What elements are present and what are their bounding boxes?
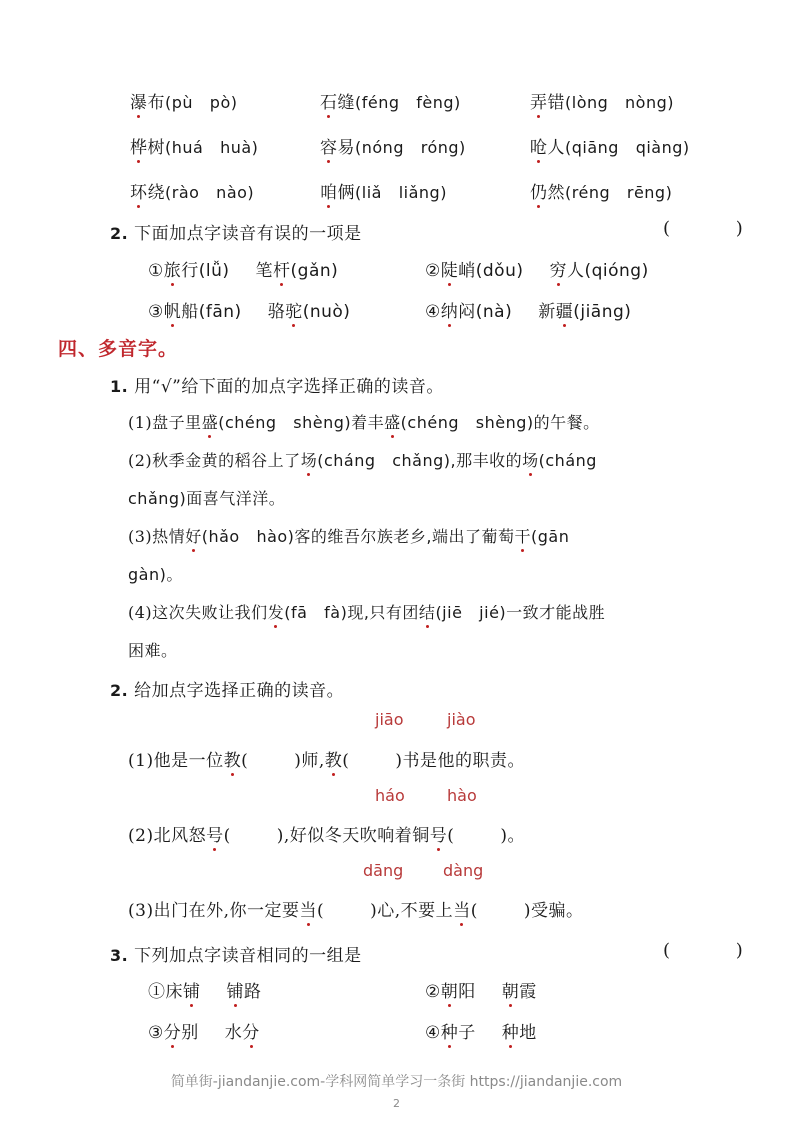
dotted-character: 种 [502,1018,520,1043]
item-label: (4) [128,603,153,622]
open-paren: ( [342,751,350,771]
q1-item-1[interactable] [128,410,600,433]
pinyin-choices: (huá huà) [165,138,259,157]
sentence-part: gàn)。 [128,565,183,584]
question-number: 2. [110,224,129,243]
word-pre: 水 [224,1023,243,1043]
word-rest: 行 [181,261,199,281]
dotted-character: 桦 [130,133,148,158]
sentence-part: )书是他的职责。 [395,751,526,771]
sentence-part: 他是一位 [153,751,224,771]
sentence-part: (gān [531,527,570,546]
word-rest: 闷 [458,302,476,322]
word-choice-item[interactable] [130,133,258,158]
dotted-character: 驼 [285,297,303,322]
option-marker: ④ [425,1023,441,1043]
pinyin-choices: (féng fèng) [355,93,461,112]
page-number: 2 [393,1097,400,1110]
dotted-character: 号 [430,821,448,846]
q2-item-2[interactable] [128,821,525,846]
section-four-q1-prompt [110,372,444,397]
word-rest: 绕 [147,183,165,203]
q3-option-2[interactable] [425,977,537,1002]
open-paren: ( [223,826,231,846]
word-pre: 床 [165,982,183,1002]
word-rest: 然 [547,183,565,203]
word-rest: 缝 [337,93,355,113]
item-label: (2) [128,826,154,846]
answer-blank-parentheses[interactable]: ( ) [663,940,773,961]
option-2[interactable] [425,256,649,281]
q1-item-4-continuation [128,638,178,661]
question-text: 下列加点字读音相同的一组是 [134,946,362,966]
sentence-part: 盘子里 [152,413,202,432]
answer-pinyin-2b[interactable]: hào [447,786,477,805]
answer-pinyin-2a[interactable]: háo [375,786,405,805]
pinyin: (dǒu) [475,261,524,281]
pinyin: (nuò) [302,302,351,322]
pinyin-choices: (rào nào) [165,183,255,202]
dotted-character: 旅 [164,256,182,281]
open-paren: ( [241,751,249,771]
sentence-part: )受骗。 [523,901,584,921]
dotted-character: 盛 [384,410,401,433]
option-marker: ④ [425,302,441,322]
sentence-part: (chéng shèng)的午餐。 [400,413,600,432]
sentence-part: 困难。 [128,641,178,660]
answer-pinyin-3a[interactable]: dāng [363,861,404,880]
pinyin: (qióng) [584,261,649,281]
option-marker: ③ [148,302,164,322]
dotted-character: 杆 [273,256,291,281]
section-heading-four: 四、多音字。 [58,338,179,360]
question-text: 用“√”给下面的加点字选择正确的读音。 [134,377,444,397]
dotted-character: 瀑 [130,88,148,113]
q2-item-1[interactable] [128,746,525,771]
dotted-character: 朝 [441,977,459,1002]
answer-pinyin-3b[interactable]: dàng [443,861,484,880]
dotted-character: 盛 [202,410,219,433]
word-post: 霞 [519,982,537,1002]
sentence-part: 热情 [152,527,186,546]
section-four-q3-prompt [110,941,362,966]
dotted-character: 穷 [549,256,567,281]
question-number: 3. [110,946,129,965]
section-four-q2-prompt [110,676,344,701]
q1-item-3-continuation [128,562,183,585]
sentence-part: )。 [500,826,526,846]
sentence-part: (chéng shèng)着丰 [218,413,385,432]
open-paren: ( [470,901,478,921]
word-post: 地 [519,1023,537,1043]
answer-pinyin-1a[interactable]: jiāo [375,710,404,729]
sentence-part: 出门在外,你一定要 [153,901,300,921]
word-rest: 峭 [458,261,476,281]
dotted-character: 场 [301,448,318,471]
open-paren: ( [317,901,325,921]
pinyin-choices: (nóng róng) [355,138,466,157]
pinyin: (nà) [475,302,513,322]
q3-option-1[interactable] [148,977,262,1002]
item-label: (1) [128,413,153,432]
q1-item-3[interactable] [128,524,569,547]
dotted-character: 环 [130,178,148,203]
dotted-character: 陡 [441,256,459,281]
question-2-prompt [110,219,362,244]
word-post: 阳 [458,982,476,1002]
dotted-character: 呛 [530,133,548,158]
dotted-character: 弄 [530,88,548,113]
dotted-character: 朝 [502,977,520,1002]
pinyin: (gǎn) [290,261,339,281]
option-marker: ② [425,982,441,1002]
option-marker: ① [148,261,164,281]
word-choice-item[interactable] [530,133,690,158]
word-rest: 树 [147,138,165,158]
q1-item-2-continuation [128,486,285,509]
word-pre: 骆 [267,302,286,322]
word-post: 别 [181,1023,199,1043]
word-rest: 错 [547,93,565,113]
pinyin-choices: (qiāng qiàng) [565,138,690,157]
sentence-part: 这次失败让我们 [152,603,268,622]
question-text: 给加点字选择正确的读音。 [134,681,345,701]
dotted-character: 分 [242,1018,260,1043]
sentence-part: chǎng)面喜气洋洋。 [128,489,286,508]
sentence-part: )师, [294,751,325,771]
sentence-part: ),好似冬天吹响着铜 [276,826,430,846]
dotted-character: 铺 [227,977,245,1002]
option-3[interactable] [148,297,350,322]
q3-option-4[interactable] [425,1018,537,1043]
question-number: 2. [110,681,129,700]
sentence-part: (jiē jié)一致才能战胜 [435,603,606,622]
dotted-character: 干 [515,524,532,547]
dotted-character: 好 [185,524,202,547]
q3-option-3[interactable] [148,1018,260,1043]
item-label: (1) [128,751,154,771]
word-pre: 笔 [255,261,274,281]
word-rest: 布 [147,93,165,113]
dotted-character: 铺 [183,977,201,1002]
dotted-character: 石 [320,88,338,113]
dotted-character: 教 [325,746,343,771]
word-post: 子 [458,1023,476,1043]
q2-item-3[interactable] [128,896,583,921]
word-choice-item[interactable] [130,88,237,113]
word-rest: 人 [547,138,565,158]
dotted-character: 仍 [530,178,548,203]
option-marker: ② [425,261,441,281]
word-pre: 新 [538,302,556,322]
q1-item-4[interactable] [128,600,605,623]
word-choice-item[interactable] [130,178,254,203]
q1-item-2[interactable] [128,448,597,471]
option-4[interactable] [425,297,631,322]
word-choice-item[interactable] [320,88,461,113]
word-choice-item[interactable] [320,178,447,203]
dotted-character: 结 [419,600,436,623]
sentence-part: 北风怒 [153,826,207,846]
word-rest: 易 [337,138,355,158]
sentence-part: (hǎo hào)客的维吾尔族老乡,端出了葡萄 [201,527,515,546]
answer-pinyin-1b[interactable]: jiào [447,710,476,729]
question-number: 1. [110,377,129,396]
question-text: 下面加点字读音有误的一项是 [134,224,362,244]
word-rest: 船 [181,302,199,322]
item-label: (3) [128,901,154,921]
dotted-character: 当 [453,896,471,921]
word-choice-item[interactable] [530,178,672,203]
pinyin-choices: (lòng nòng) [565,93,674,112]
item-label: (2) [128,451,153,470]
word-rest: 俩 [337,183,355,203]
pinyin-choices: (liǎ liǎng) [355,183,447,202]
dotted-character: 纳 [441,297,459,322]
pinyin-choices: (réng rēng) [565,183,673,202]
option-marker: ① [148,982,166,1002]
footer-watermark: 简单街-jiandanjie.com-学科网简单学习一条街 https://jiandanjie.com [170,1074,623,1090]
sentence-part: 秋季金黄的稻谷上了 [152,451,301,470]
dotted-character: 教 [224,746,242,771]
dotted-character: 咱 [320,178,338,203]
dotted-character: 分 [164,1018,182,1043]
word-choice-item[interactable] [530,88,674,113]
pinyin: (lǚ) [198,261,230,281]
option-1[interactable] [148,256,338,281]
pinyin: (jiāng) [573,302,632,322]
option-marker: ③ [148,1023,164,1043]
sentence-part: )心,不要上 [370,901,454,921]
dotted-character: 当 [300,896,318,921]
sentence-part: (cháng [538,451,597,470]
sentence-part: (cháng chǎng),那丰收的 [317,451,523,470]
pinyin: (fān) [198,302,242,322]
dotted-character: 号 [206,821,224,846]
sentence-part: (fā fà)现,只有团 [284,603,419,622]
word-choice-item[interactable] [320,133,466,158]
dotted-character: 种 [441,1018,459,1043]
answer-blank-parentheses[interactable]: ( ) [663,218,773,239]
word-post: 路 [244,982,262,1002]
dotted-character: 帆 [164,297,182,322]
open-paren: ( [447,826,455,846]
dotted-character: 发 [268,600,285,623]
dotted-character: 容 [320,133,338,158]
pinyin-choices: (pù pò) [165,93,238,112]
item-label: (3) [128,527,153,546]
word-rest: 人 [566,261,585,281]
dotted-character: 疆 [556,297,574,322]
dotted-character: 场 [522,448,539,471]
